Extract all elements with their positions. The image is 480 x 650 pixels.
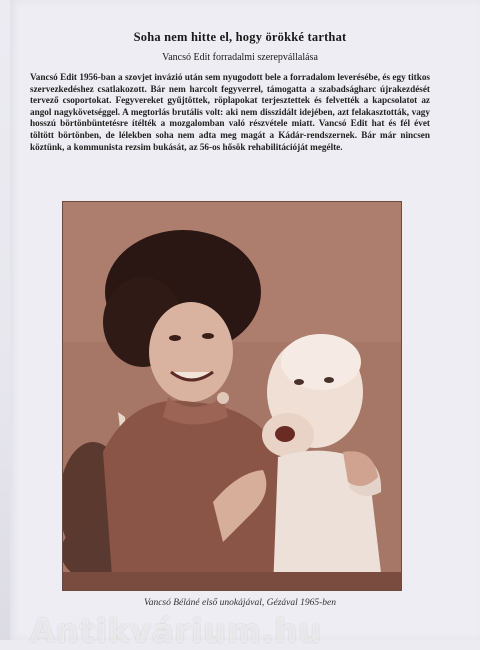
- watermark-text: Antikvárium.hu: [30, 612, 323, 650]
- photo-woman-with-baby: [62, 201, 402, 591]
- photo-illustration: [63, 202, 401, 590]
- article-body: Vancsó Edit 1956-ban a szovjet invázió után sem nyugodott bele a forradalom leverésébe, és egy titkos szervezkedéshez csatlakozott. Bár nem harcolt fegyverrel, támogatta a szabadságharc újrakezdését tervező csoportokat. Fegyvereket gyűjtöttek, röplapokat terjesztettek és felvették a kapcsolatot az angol nagykövetséggel. A megtorlás brutális volt: aki nem disszidált idejében, azt felakasztották, vagy hosszú börtönbüntetésre ítélték a mozgalomban való részvétele miatt. Vancsó Edit hat és fél évet töltött börtönben, de lélekben soha nem adta meg magát a Kádár-rendszernek. Bár már nincsen köztünk, a kommunista rezsim bukását, az 56-os hősök rehabilitációját megélte.: [30, 72, 430, 152]
- photo-caption: Vancsó Béláné első unokájával, Gézával 1965-ben: [143, 598, 337, 608]
- article-title: Soha nem hitte el, hogy örökké tarthat: [133, 30, 347, 44]
- article-subtitle: Vancsó Edit forradalmi szerepvállalása: [162, 52, 318, 63]
